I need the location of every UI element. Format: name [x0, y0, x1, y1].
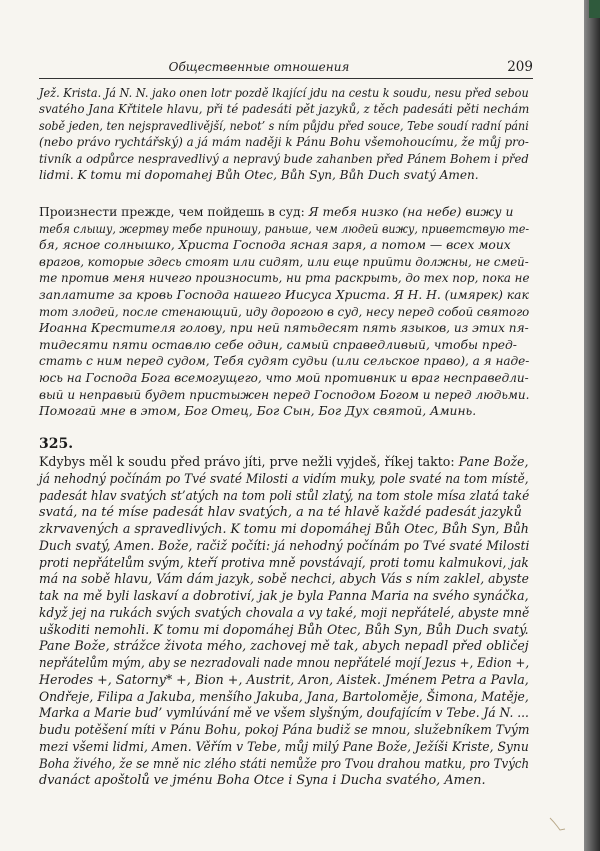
section-line [39, 555, 529, 573]
section-line [39, 723, 530, 740]
section-line-italic: Boha živého, že se mně nic zlého státi nemůže pro Tvou drahou matku, pro Tvých [39, 756, 530, 772]
russian-prayer-line [39, 320, 529, 337]
section-line-italic: padesát hlav svatých st’atých na tom poli stůl zlatý, na tom stole mísa zlatá také [39, 488, 530, 504]
czech-prayer-line: sobě jeden, ten nejspravedlivější, nebot’ s ním půjdu před souce, Tebe soudí radní páni [39, 118, 529, 133]
section-line [39, 572, 529, 589]
section-line-lead: Kdybys měl k soudu před právo jíti, prve nežli vyjdeš, říkej takto: [39, 455, 459, 470]
russian-prayer-line [39, 270, 530, 287]
section-line [39, 505, 529, 522]
russian-prayer-line-italic: Иоанна Крестителя голову, при ней пятьдесят пять языков, из этих пя- [39, 321, 529, 336]
czech-prayer-line: Jež. Krista. Já N. N. jako onen lotr pozdě lkající jdu na cestu k soudu, nesu před sebou [39, 86, 529, 100]
section-line [39, 706, 529, 723]
russian-prayer-line [39, 370, 529, 387]
running-header-title: Общественные отношения [168, 60, 350, 74]
russian-prayer-line [39, 287, 528, 304]
section-line [39, 488, 530, 506]
russian-prayer-line-lead: Произнести прежде, чем пойдешь в суд: [39, 205, 309, 219]
russian-prayer-line-italic: тебя слышу, жертву тебе приношу, раньше, чем людей вижу, приветствую те- [39, 221, 530, 236]
section-line [39, 656, 530, 673]
section-line-italic: nepřátelům mým, aby se nezradovali nade mnou nepřátelé mojí Jezus +, Edion +, [39, 656, 530, 671]
book-spine-shadow [584, 0, 600, 851]
russian-prayer-line-italic: стать с ним перед судом, Тебя судят судьи (или сельское право), а я наде- [39, 354, 530, 369]
section-line [39, 622, 529, 640]
section-line [39, 739, 529, 757]
book-cover-edge [589, 0, 600, 18]
section-line-italic: dvanáct apoštolů ve jménu Boha Otce i Syna i Ducha svatého, Amen. [39, 773, 486, 789]
page-number: 209 [507, 59, 533, 75]
section-line-italic: svatá, na té míse padesát hlav svatých, a na té hlavě každé padesát jazyků [39, 505, 522, 521]
section-line-italic: Pane Bože, strážce života mého, zachovej mě tak, abych nepadl před obličej [39, 639, 529, 655]
pencil-mark-icon [548, 816, 568, 832]
section-line-italic: Marka a Marie bud’ vymlúvání mě ve všem slyšným, doufajícím v Tebe. Já N. ... [39, 706, 529, 722]
section-line [39, 589, 529, 606]
section-line-italic: budu potěšení míti v Pánu Bohu, pokoj Pána budiž se mnou, služebníkem Tvým [39, 723, 530, 738]
running-header [39, 60, 533, 76]
czech-prayer-paragraph [39, 85, 529, 183]
section-line-italic: Herodes +, Satorny* +, Bion +, Austrit, Aron, Aistek. Jménem Petra a Pavla, [39, 672, 529, 688]
russian-prayer-line [39, 304, 530, 321]
russian-prayer-line [39, 254, 529, 271]
russian-prayer-line [39, 337, 529, 354]
russian-prayer-line [39, 221, 530, 238]
section-line-italic: zkrvavených a spravedlivých. K tomu mi dopomáhej Bůh Otec, Bůh Syn, Bůh [39, 522, 529, 537]
russian-prayer-line-italic: врагов, которые здесь стоят или сидят, или еще прийти должны, не смей- [39, 254, 529, 269]
section-line [39, 773, 529, 790]
russian-prayer-line-italic: бя, ясное солнышко, Христа Господа ясная заря, а потом — всех моих [39, 238, 511, 253]
russian-prayer-line [39, 204, 529, 221]
russian-prayer-line-italic: юсь на Господа Бога всемогущего, что мой противник и враг несправедли- [39, 370, 529, 385]
section-line-italic: uškoditi nemohli. K tomu mi dopomáhej Bůh Otec, Bůh Syn, Bůh Duch svatý. [39, 622, 529, 638]
section-line [39, 538, 530, 556]
russian-prayer-line-italic: тот злодей, после стенающий, иду дорогою в суд, несу перед собой святого [39, 304, 530, 319]
section-line-italic: tak na mě byli laskaví a dobrotiví, jak je byla Panna Maria na svého synáčka, [39, 589, 529, 604]
section-line-italic: proti nepřátelům svým, kteří protiva mně povstávají, proti tomu kalmukovi, jak [39, 555, 529, 571]
section-line-italic: já nehodný počínám po Tvé svaté Milosti a vidím muky, pole svaté na tom místě, [39, 471, 529, 487]
section-line [39, 605, 530, 623]
section-line [39, 522, 529, 539]
russian-prayer-line [39, 403, 529, 420]
czech-prayer-line: (nebo právo rychtářský) a já mám naději k Pánu Bohu všemohoucímu, že můj pro- [39, 135, 529, 150]
russian-prayer-paragraph [39, 204, 529, 420]
section-line [39, 471, 529, 489]
section-line-italic: když jej na rukách svých svatých chovala a vy také, moji nepřátelé, abyste mně [39, 605, 530, 621]
russian-prayer-line-italic: вый и неправый будет пристыжен перед Господом Богом и перед людьми. [39, 387, 530, 402]
section-number: 325. [39, 436, 74, 452]
russian-prayer-line-italic: заплатите за кровь Господа нашего Иисуса Христа. Я Н. Н. (имярек) как [39, 287, 529, 302]
section-line-italic: Ondřeje, Filipa a Jakuba, menšího Jakuba, Jana, Bartoloměje, Šimona, Matěje, [39, 689, 529, 705]
header-rule [39, 78, 533, 79]
section-line [39, 672, 529, 690]
section-line [39, 756, 530, 774]
czech-prayer-line: tivník a odpůrce nespravedlivý a nepravý bude zahanben před Pánem Bohem i před [39, 151, 529, 166]
russian-prayer-line [39, 353, 530, 370]
russian-prayer-line-italic: те против меня ничего произносить, ни рта раскрыть, до тех пор, пока не [39, 271, 530, 286]
section-line [39, 689, 529, 707]
russian-prayer-line-italic: Я тебя низко (на небе) вижу и [308, 205, 514, 219]
czech-prayer-line: lidmi. K tomu mi dopomahej Bůh Otec, Bůh Syn, Bůh Duch svatý Amen. [39, 167, 479, 182]
section-line [39, 639, 529, 656]
russian-prayer-line-italic: тидесяти пяти оставлю себе один, самый справедливый, чтобы пред- [39, 337, 517, 352]
russian-prayer-line [39, 237, 529, 254]
section-text [39, 455, 529, 790]
russian-prayer-line-italic: Помогай мне в этом, Бог Отец, Бог Сын, Бог Дух святой, Аминь. [39, 404, 477, 419]
section-line-italic: mezi všemi lidmi, Amen. Věřím v Tebe, můj milý Pane Bože, Ježíši Kriste, Synu [39, 739, 529, 755]
section-line-italic: má na sobě hlavu, Vám dám jazyk, sobě nechci, abych Vás s ním zaklel, abyste [39, 572, 529, 588]
czech-prayer-line: svatého Jana Křtitele hlavu, při té padesáti pět jazyků, z těch padesáti pěti nechám [39, 102, 530, 117]
russian-prayer-line [39, 387, 530, 404]
section-line-italic: Pane Bože, [458, 455, 529, 470]
section-line-italic: Duch svatý, Amen. Bože, račiž počíti: já nehodný počínám po Tvé svaté Milosti [39, 538, 530, 554]
section-line [39, 455, 529, 472]
